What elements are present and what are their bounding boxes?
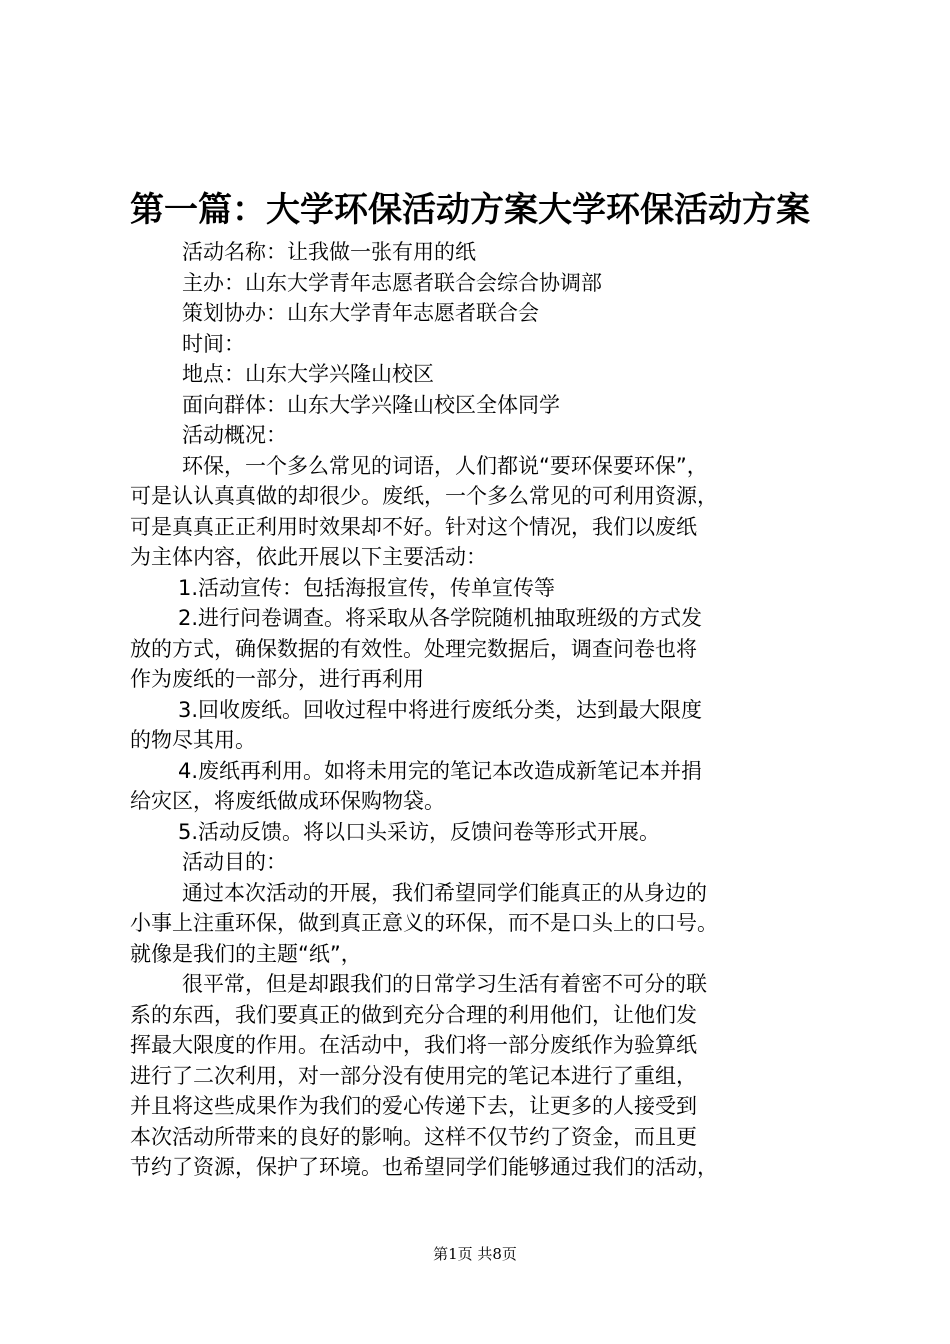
text-line: 活动名称：让我做一张有用的纸 [182, 240, 476, 264]
text-line: 1.活动宣传：包括海报宣传，传单宣传等 [178, 575, 556, 600]
text-line: 时间： [182, 331, 245, 356]
text-line: 2.进行问卷调查。将采取从各学院随机抽取班级的方式发 [178, 606, 703, 630]
text-line: 作为废纸的一部分，进行再利用 [130, 667, 424, 691]
document-title: 第一篇：大学环保活动方案大学环保活动方案 [130, 190, 810, 230]
text-line: 节约了资源，保护了环境。也希望同学们能够通过我们的活动， [130, 1155, 718, 1179]
text-line: 并且将这些成果作为我们的爱心传递下去，让更多的人接受到 [130, 1094, 697, 1118]
text-line: 面向群体：山东大学兴隆山校区全体同学 [182, 392, 560, 417]
text-line: 很平常，但是却跟我们的日常学习生活有着密不可分的联 [182, 972, 707, 996]
text-line: 策划协办：山东大学青年志愿者联合会 [182, 301, 539, 325]
text-line: 系的东西，我们要真正的做到充分合理的利用他们，让他们发 [130, 1002, 697, 1027]
text-line: 可是真真正正利用时效果却不好。针对这个情况，我们以废纸 [130, 514, 697, 539]
text-line: 活动概况： [182, 423, 287, 447]
text-line: 挥最大限度的作用。在活动中，我们将一部分废纸作为验算纸 [130, 1033, 697, 1057]
text-line: 给灾区，将废纸做成环保购物袋。 [130, 789, 445, 813]
text-line: 主办：山东大学青年志愿者联合会综合协调部 [182, 270, 602, 295]
text-line: 环保，一个多么常见的词语，人们都说“要环保要环保”， [182, 453, 708, 478]
text-line: 活动目的： [182, 850, 287, 874]
text-line: 本次活动所带来的良好的影响。这样不仅节约了资金，而且更 [130, 1124, 697, 1149]
text-line: 可是认认真真做的却很少。废纸，一个多么常见的可利用资源， [130, 484, 718, 508]
page-footer: 第1页 共8页 [433, 1245, 517, 1263]
text-line: 地点：山东大学兴隆山校区 [182, 362, 434, 386]
text-line: 就像是我们的主题“纸”， [130, 941, 362, 966]
text-line: 为主体内容，依此开展以下主要活动： [130, 545, 487, 569]
text-line: 的物尽其用。 [130, 728, 256, 752]
text-line: 4.废纸再利用。如将未用完的笔记本改造成新笔记本并捐 [178, 758, 703, 783]
text-line: 小事上注重环保，做到真正意义的环保，而不是口头上的口号。 [130, 911, 718, 935]
text-line: 3.回收废纸。回收过程中将进行废纸分类，达到最大限度 [178, 697, 703, 722]
text-line: 5.活动反馈。将以口头采访，反馈问卷等形式开展。 [178, 819, 661, 844]
text-line: 通过本次活动的开展，我们希望同学们能真正的从身边的 [182, 880, 707, 905]
text-line: 放的方式，确保数据的有效性。处理完数据后，调查问卷也将 [130, 636, 697, 661]
text-line: 进行了二次利用，对一部分没有使用完的笔记本进行了重组， [130, 1063, 697, 1088]
document-body [130, 237, 830, 1183]
